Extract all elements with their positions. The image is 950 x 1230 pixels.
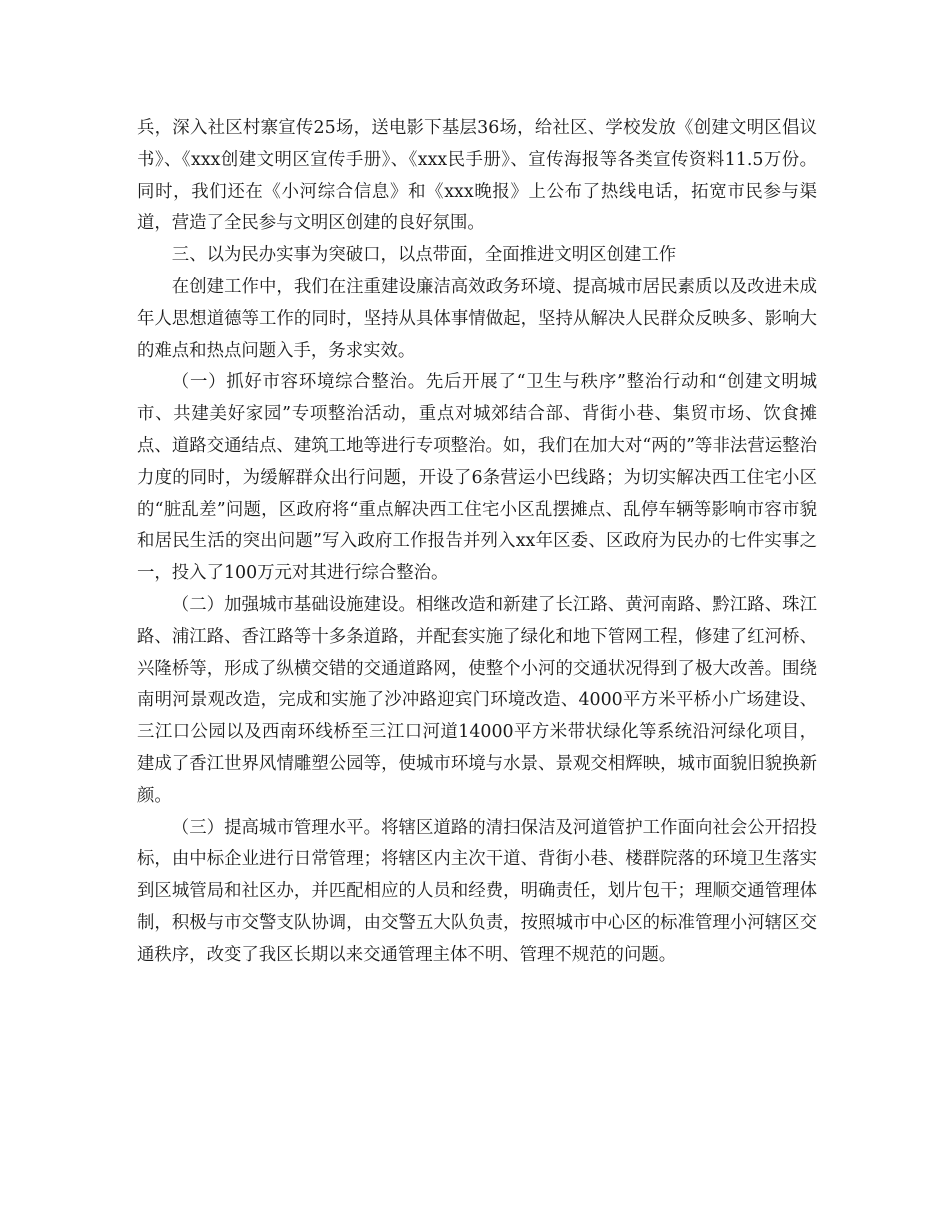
paragraph-intro: 在创建工作中，我们在注重建设廉洁高效政务环境、提高城市居民素质以及改进未成年人思想道德等工作的同时，坚持从具体事情做起，坚持从解决人民群众反映多、影响大的难点和热点问题入手，务求实效。: [137, 276, 817, 361]
paragraph-item-2: （二）加强城市基础设施建设。相继改造和新建了长江路、黄河南路、黔江路、珠江路、浦江路、香江路等十多条道路，并配套实施了绿化和地下管网工程，修建了红河桥、兴隆桥等，形成了纵横交错的交通道路网，使整个小河的交通状况得到了极大改善。围绕南明河景观改造，完成和实施了沙冲路迎宾门环境改造、4000平方米平桥小广场建设、三江口公园以及西南环线桥至三江口河道14000平方米带状绿化等系统沿河绿化项目，建成了香江世界风情雕塑公园等，使城市环境与水景、景观交相辉映，城市面貌旧貌换新颜。: [137, 594, 817, 806]
section-heading: 三、以为民办实事为突破口，以点带面，全面推进文明区创建工作: [171, 245, 677, 266]
document-body: [137, 113, 817, 972]
paragraph-item-1: （一）抓好市容环境综合整治。先后开展了“卫生与秩序”整治行动和“创建文明城市、共建美好家园”专项整治活动，重点对城郊结合部、背街小巷、集贸市场、饮食摊点、道路交通结点、建筑工地等进行专项整治。如，我们在加大对“两的”等非法营运整治力度的同时，为缓解群众出行问题，开设了6条营运小巴线路；为切实解决西工住宅小区的“脏乱差”问题，区政府将“重点解决西工住宅小区乱摆摊点、乱停车辆等影响市容市貌和居民生活的突出问题”写入政府工作报告并列入xx年区委、区政府为民办的七件实事之一，投入了100万元对其进行综合整治。: [137, 372, 817, 584]
paragraph-item-3: （三）提高城市管理水平。将辖区道路的清扫保洁及河道管护工作面向社会公开招投标，由中标企业进行日常管理；将辖区内主次干道、背街小巷、楼群院落的环境卫生落实到区城管局和社区办，并匹配相应的人员和经费，明确责任，划片包干；理顺交通管理体制，积极与市交警支队协调，由交警五大队负责，按照城市中心区的标准管理小河辖区交通秩序，改变了我区长期以来交通管理主体不明、管理不规范的问题。: [137, 817, 817, 965]
paragraph-continuation: 兵，深入社区村寨宣传25场，送电影下基层36场，给社区、学校发放《创建文明区倡议书》、《xxx创建文明区宣传手册》、《xxx民手册》、宣传海报等各类宣传资料11.5万份。同时，我们还在《小河综合信息》和《xxx晚报》上公布了热线电话，拓宽市民参与渠道，营造了全民参与文明区创建的良好氛围。: [137, 118, 817, 234]
